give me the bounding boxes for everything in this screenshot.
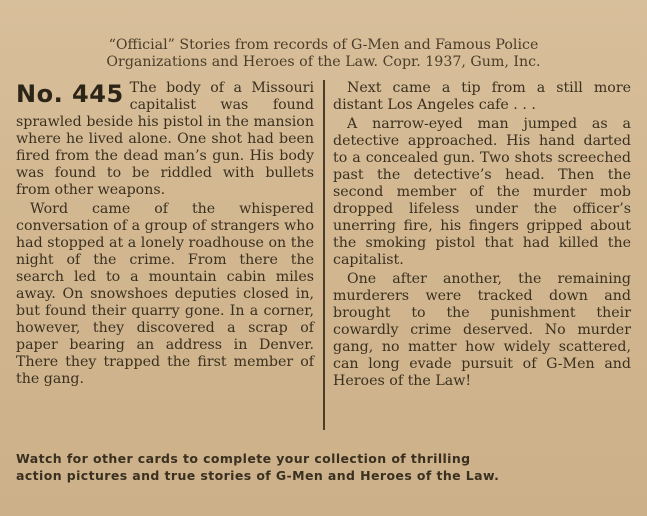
right-paragraph-1: Next came a tip from a still more distant Los Angeles cafe . . . <box>333 80 631 113</box>
right-paragraph-3: One after another, the remaining murderers were tracked down and brought to the punishment their cowardly crime deserved. No murder gang, no matter how widely scattered, can long evade pursuit of G-Men and Heroes of the Law! <box>333 271 631 389</box>
left-paragraph-2: Word came of the whispered conversation of a group of strangers who had stopped at a lonely roadhouse on the night of the crime. From there the search led to a mountain cabin miles away. On snowshoes deputies closed in, but found their quarry gone. In a corner, however, they discovered a scrap of paper bearing an address in Denver. There they trapped the first member of the gang. <box>16 201 314 387</box>
header-line-2: Organizations and Heroes of the Law. Copr. 1937, Gum, Inc. <box>106 54 541 70</box>
card-footer <box>16 450 631 484</box>
header-line-1: “Official” Stories from records of G-Men and Famous Police <box>108 37 539 53</box>
right-column <box>333 80 631 390</box>
right-paragraph-2: A narrow-eyed man jumped as a detective approached. His hand darted to a concealed gun. Two shots screeched past the detective’s head. Then the second member of the murder mob dropped lifeless under the officer’s unerring fire, his fingers gripped about the smoking pistol that had killed the capitalist. <box>333 116 631 268</box>
footer-line-1: Watch for other cards to complete your collection of thrilling <box>16 451 471 466</box>
footer-line-2: action pictures and true stories of G-Men and Heroes of the Law. <box>16 468 500 483</box>
card-header <box>20 37 627 71</box>
column-divider <box>323 80 325 430</box>
left-column <box>16 80 314 388</box>
left-paragraph-1: The body of a Missouri capitalist was found sprawled beside his pistol in the mansion where he lived alone. One shot had been fired from the dead man’s gun. His body was found to be riddled with bullets from other weapons. <box>16 80 314 198</box>
card-number: No. 445 <box>16 80 124 108</box>
